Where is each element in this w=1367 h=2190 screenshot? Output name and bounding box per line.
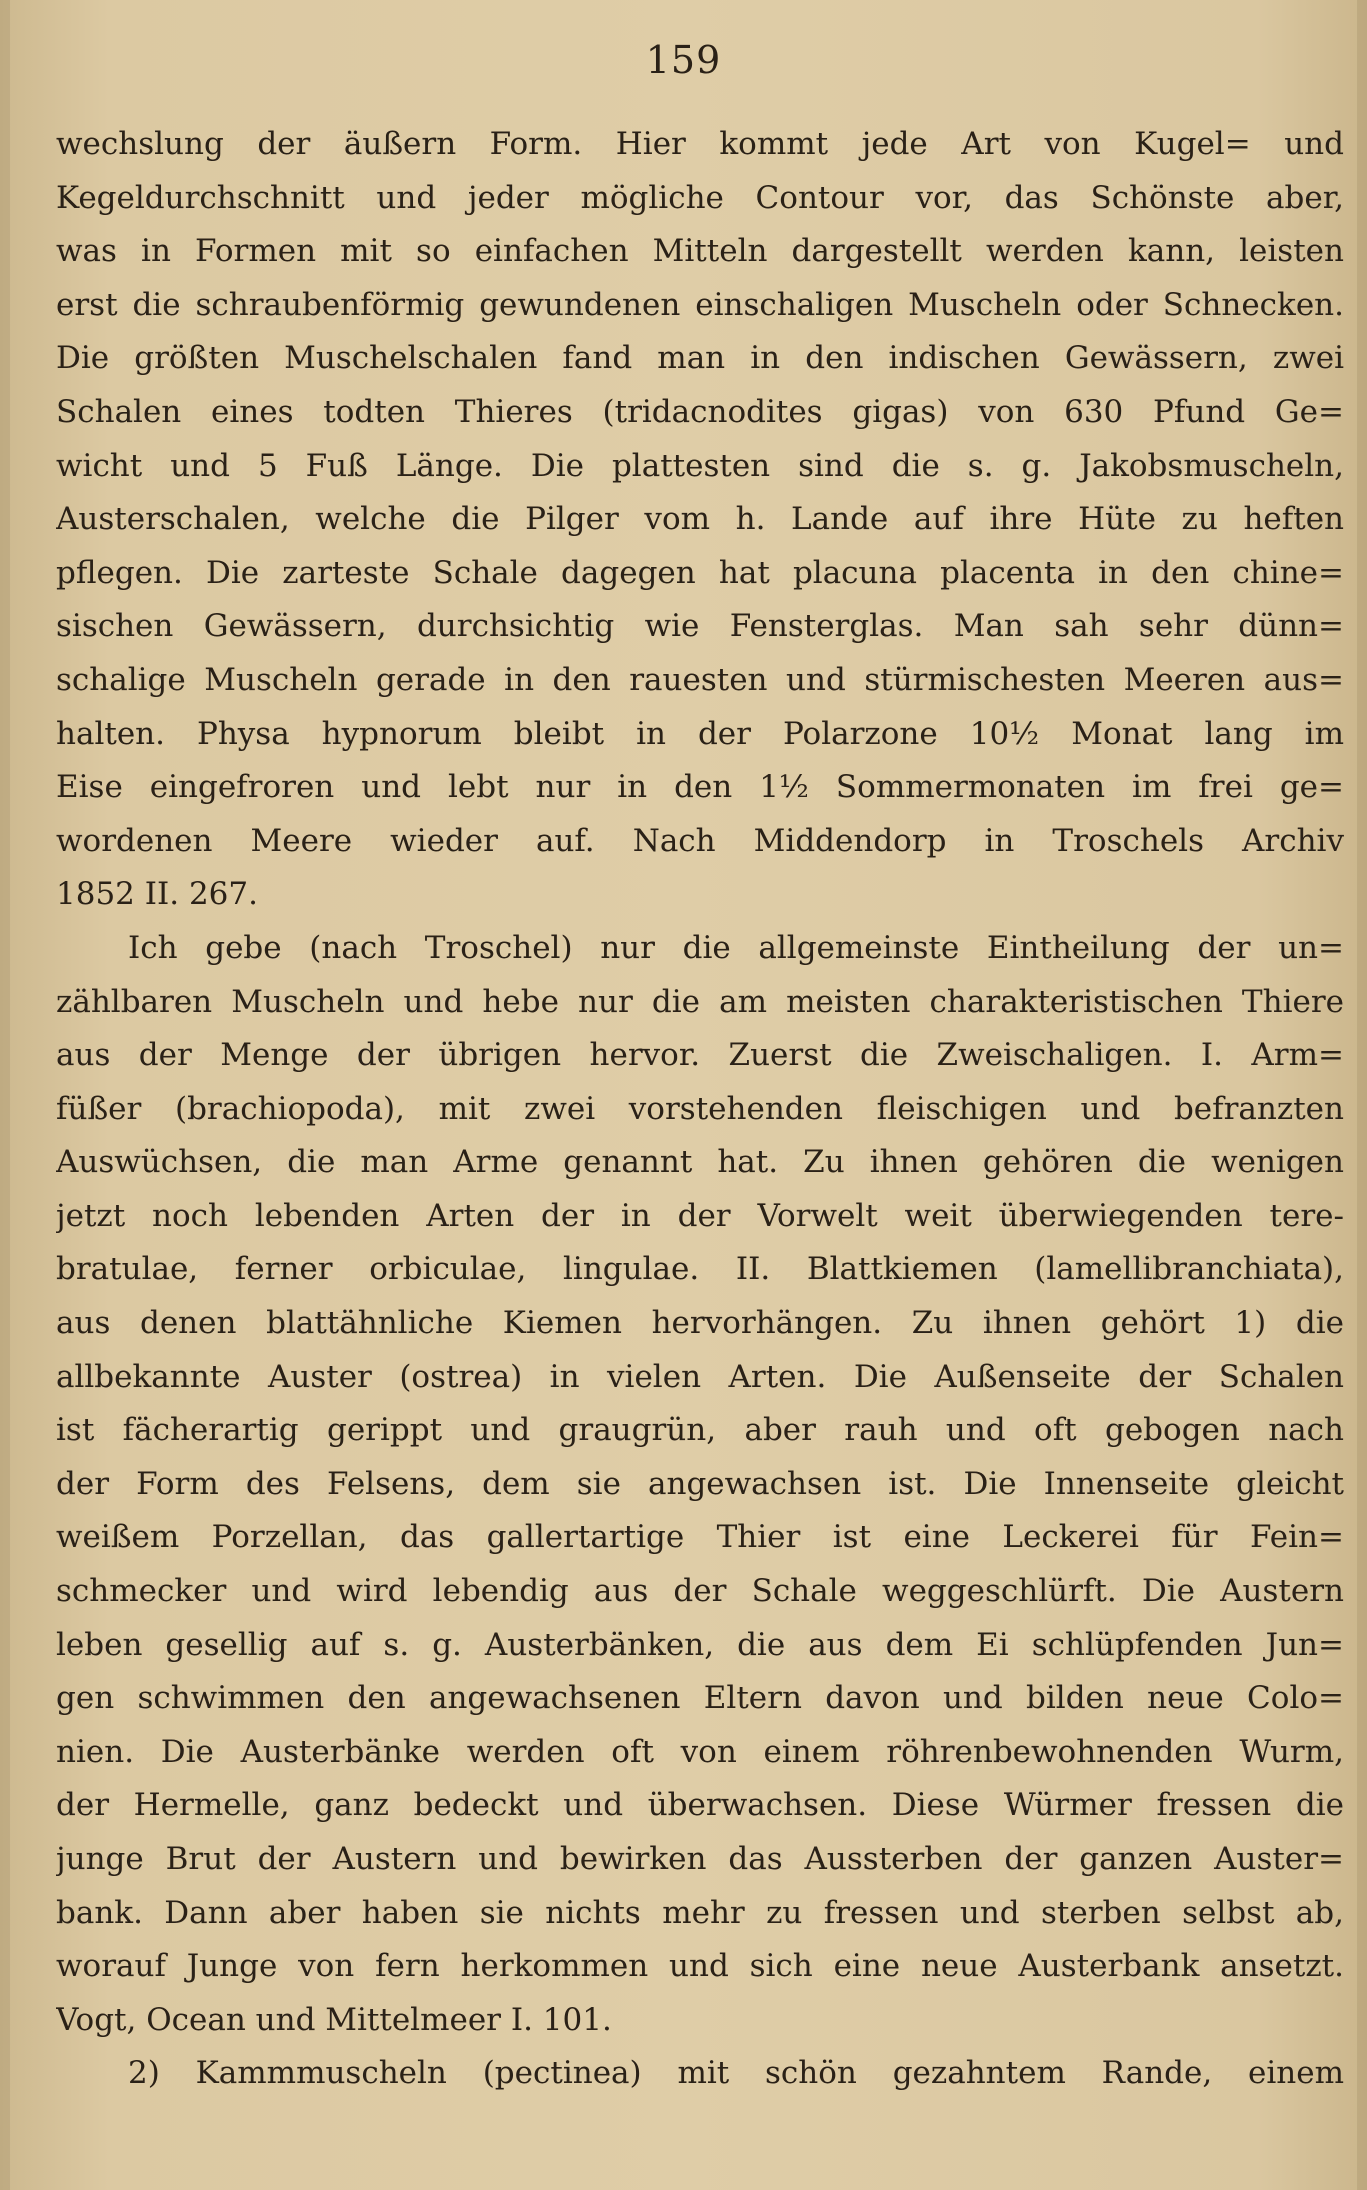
- text-line: junge Brut der Austern und bewirken das Aussterben der ganzen Auster=: [56, 1841, 1344, 1877]
- text-line: gen schwimmen den angewachsenen Eltern davon und bilden neue Colo=: [56, 1680, 1344, 1717]
- text-line: nien. Die Austerbänke werden oft von einem röhrenbewohnenden Wurm,: [56, 1733, 1344, 1770]
- text-line: 2) Kammmuscheln (pectinea) mit schön gezahntem Rande, einem: [128, 2055, 1344, 2092]
- text-line: aus der Menge der übrigen hervor. Zuerst die Zweischaligen. I. Arm=: [56, 1037, 1344, 1074]
- text-line: Auswüchsen, die man Arme genannt hat. Zu ihnen gehören die wenigen: [56, 1144, 1344, 1181]
- text-line: schalige Muscheln gerade in den rauesten und stürmischesten Meeren aus=: [56, 661, 1344, 698]
- text-line: worauf Junge von fern herkommen und sich eine neue Austerbank ansetzt.: [56, 1948, 1344, 1985]
- text-line: Schalen eines todten Thieres (tridacnodites gigas) von 630 Pfund Ge=: [56, 393, 1344, 430]
- text-line: wechslung der äußern Form. Hier kommt jede Art von Kugel= und: [56, 126, 1344, 162]
- text-line: Austerschalen, welche die Pilger vom h. Lande auf ihre Hüte zu heften: [56, 501, 1344, 538]
- text-line: Die größten Muschelschalen fand man in den indischen Gewässern, zwei: [56, 340, 1344, 377]
- text-line: schmecker und wird lebendig aus der Schale weggeschlürft. Die Austern: [56, 1573, 1344, 1610]
- text-line: was in Formen mit so einfachen Mitteln dargestellt werden kann, leisten: [56, 233, 1344, 270]
- text-line: jetzt noch lebenden Arten der in der Vorwelt weit überwiegenden tere-: [56, 1197, 1344, 1234]
- page-number: 159: [645, 38, 722, 82]
- text-line: aus denen blattähnliche Kiemen hervorhängen. Zu ihnen gehört 1) die: [56, 1305, 1344, 1342]
- body-text: [56, 118, 1344, 2101]
- text-line: Ich gebe (nach Troschel) nur die allgemeinste Eintheilung der un=: [128, 929, 1344, 966]
- text-line: ist fächerartig gerippt und graugrün, aber rauh und oft gebogen nach: [56, 1412, 1344, 1449]
- text-line: erst die schraubenförmig gewundenen einschaligen Muscheln oder Schnecken.: [56, 286, 1344, 323]
- text-line: pflegen. Die zarteste Schale dagegen hat placuna placenta in den chine=: [56, 554, 1344, 591]
- page-edge-left: [0, 0, 10, 2190]
- text-line: weißem Porzellan, das gallertartige Thier ist eine Leckerei für Fein=: [56, 1519, 1344, 1556]
- text-line: wicht und 5 Fuß Länge. Die plattesten sind die s. g. Jakobsmuscheln,: [56, 447, 1344, 484]
- text-line: füßer (brachiopoda), mit zwei vorstehenden fleischigen und befranzten: [56, 1090, 1344, 1127]
- text-line: zählbaren Muscheln und hebe nur die am meisten charakteristischen Thiere: [56, 983, 1344, 1020]
- page-edge-right: [1357, 0, 1367, 2190]
- text-line: 1852 II. 267.: [56, 876, 258, 913]
- text-line: der Form des Felsens, dem sie angewachsen ist. Die Innenseite gleicht: [56, 1465, 1344, 1502]
- text-line: der Hermelle, ganz bedeckt und überwachsen. Diese Würmer fressen die: [56, 1787, 1344, 1824]
- text-line: Vogt, Ocean und Mittelmeer I. 101.: [56, 2001, 612, 2038]
- text-line: sischen Gewässern, durchsichtig wie Fensterglas. Man sah sehr dünn=: [56, 608, 1344, 645]
- text-line: bank. Dann aber haben sie nichts mehr zu fressen und sterben selbst ab,: [56, 1894, 1344, 1931]
- text-line: bratulae, ferner orbiculae, lingulae. II. Blattkiemen (lamellibranchiata),: [56, 1251, 1344, 1288]
- text-line: allbekannte Auster (ostrea) in vielen Arten. Die Außenseite der Schalen: [56, 1358, 1344, 1395]
- text-line: leben gesellig auf s. g. Austerbänken, die aus dem Ei schlüpfenden Jun=: [56, 1626, 1344, 1663]
- text-line: Eise eingefroren und lebt nur in den 1½ Sommermonaten im frei ge=: [56, 769, 1344, 806]
- text-line: halten. Physa hypnorum bleibt in der Polarzone 10½ Monat lang im: [56, 715, 1344, 752]
- text-line: Kegeldurchschnitt und jeder mögliche Contour vor, das Schönste aber,: [56, 179, 1344, 216]
- text-line: wordenen Meere wieder auf. Nach Middendorp in Troschels Archiv: [56, 822, 1344, 859]
